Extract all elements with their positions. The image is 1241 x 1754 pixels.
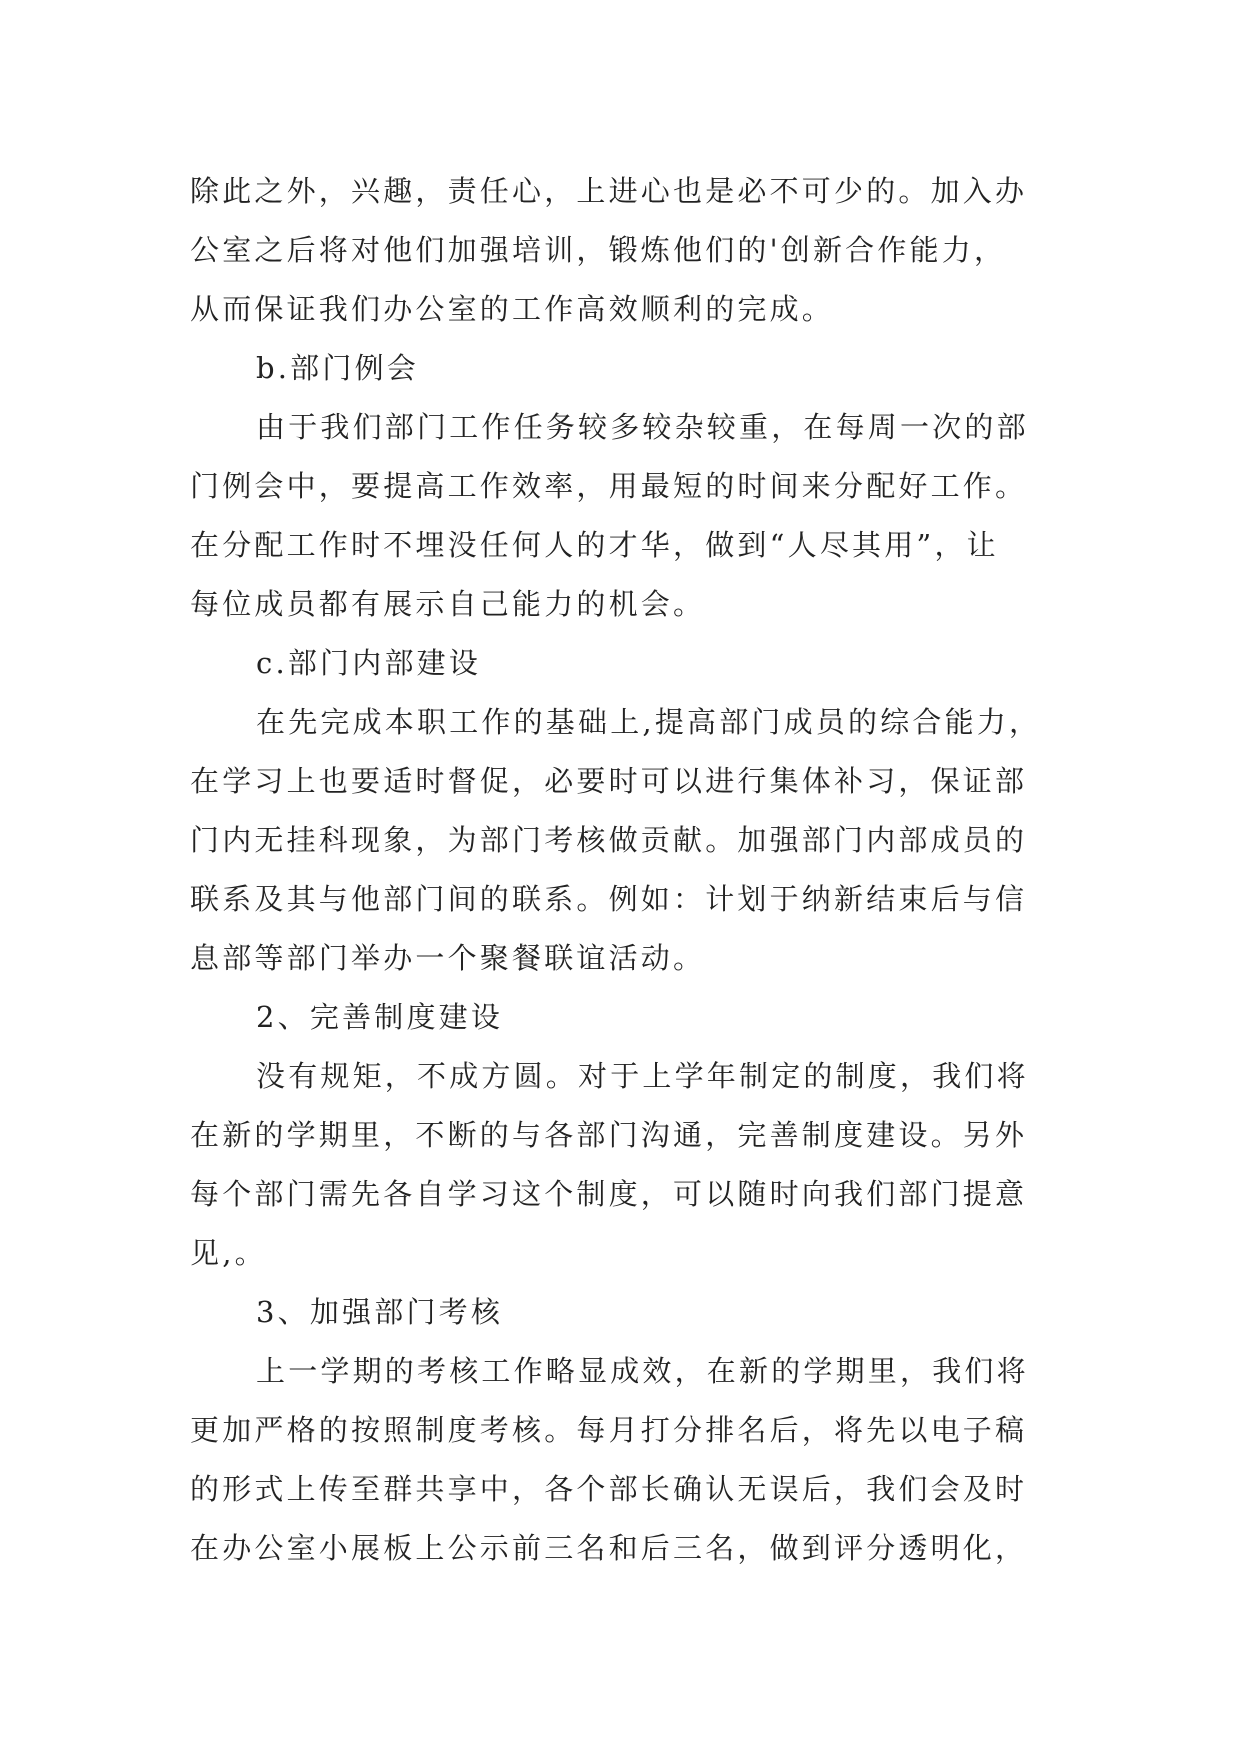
section-heading: b.部门例会 <box>256 351 419 385</box>
section-heading: 2、完善制度建设 <box>256 1000 504 1034</box>
text-line: 除此之外，兴趣，责任心，上进心也是必不可少的。加入办 <box>190 174 1028 208</box>
text-line: 息部等部门举办一个聚餐联谊活动。 <box>190 941 706 975</box>
section-heading: 3、加强部门考核 <box>256 1295 504 1329</box>
text-line: 联系及其与他部门间的联系。例如：计划于纳新结束后与信 <box>190 882 1028 916</box>
text-line: 的形式上传至群共享中，各个部长确认无误后，我们会及时 <box>190 1472 1028 1506</box>
text-line: 从而保证我们办公室的工作高效顺利的完成。 <box>190 292 835 326</box>
text-line: 在新的学期里，不断的与各部门沟通，完善制度建设。另外 <box>190 1118 1028 1152</box>
text-line: 更加严格的按照制度考核。每月打分排名后，将先以电子稿 <box>190 1413 1028 1447</box>
paragraph-first-line: 由于我们部门工作任务较多较杂较重，在每周一次的部 <box>256 410 1029 444</box>
paragraph-first-line: 上一学期的考核工作略显成效，在新的学期里，我们将 <box>256 1354 1029 1388</box>
text-line: 在分配工作时不埋没任何人的才华，做到“人尽其用”，让 <box>190 528 999 562</box>
text-line: 在办公室小展板上公示前三名和后三名，做到评分透明化， <box>190 1531 1028 1565</box>
document-body <box>190 162 1070 1578</box>
paragraph-first-line: 没有规矩，不成方圆。对于上学年制定的制度，我们将 <box>256 1059 1029 1093</box>
text-line: 每位成员都有展示自己能力的机会。 <box>190 587 706 621</box>
text-line: 见,。 <box>190 1236 267 1270</box>
paragraph-first-line: 在先完成本职工作的基础上,提高部门成员的综合能力， <box>256 705 1042 739</box>
text-line: 每个部门需先各自学习这个制度，可以随时向我们部门提意 <box>190 1177 1028 1211</box>
text-line: 在学习上也要适时督促，必要时可以进行集体补习，保证部 <box>190 764 1028 798</box>
text-line: 门例会中，要提高工作效率，用最短的时间来分配好工作。 <box>190 469 1028 503</box>
text-line: 公室之后将对他们加强培训，锻炼他们的'创新合作能力， <box>190 233 1007 267</box>
text-line: 门内无挂科现象，为部门考核做贡献。加强部门内部成员的 <box>190 823 1028 857</box>
section-heading: c.部门内部建设 <box>256 646 482 680</box>
